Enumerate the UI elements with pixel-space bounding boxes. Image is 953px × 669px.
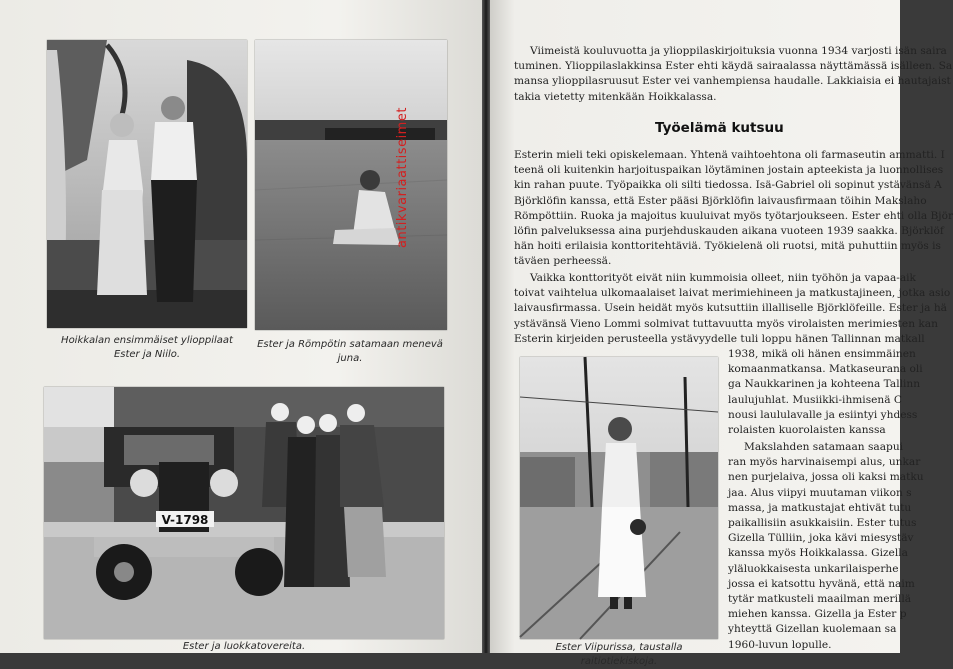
photo-ester-viipuri bbox=[520, 357, 718, 639]
para2-cont-line-6: rolaisten kuorolaisten kanssa bbox=[728, 424, 886, 437]
right-page bbox=[490, 0, 953, 667]
paragraph-3 bbox=[728, 440, 924, 653]
photo-ester-and-niilo-image bbox=[47, 40, 247, 328]
photo-ester-rompotti-image bbox=[255, 40, 447, 330]
para2-line-5: Esterin kirjeiden perusteella ystävyydelle tuli loppu hänen Tallinnan matkall bbox=[514, 332, 925, 345]
intro-paragraph bbox=[514, 44, 953, 105]
intro-line-1: Viimeistä kouluvuotta ja ylioppilaskirjoituksia vuonna 1934 varjosti isän saira bbox=[530, 45, 947, 57]
paragraph-1 bbox=[514, 148, 953, 270]
intro-line-2: tuminen. Ylioppilaslakkinsa Ester ehti käydä sairaalassa näyttämässä isälleen. Sa bbox=[514, 60, 953, 73]
left-page bbox=[0, 0, 482, 653]
photo-ester-viipuri-image bbox=[520, 357, 718, 639]
para3-line-3: nen purjelaiva, jossa oli kaksi matku bbox=[728, 471, 924, 484]
photo-ester-and-niilo bbox=[47, 40, 247, 328]
paragraph-2-continued bbox=[728, 347, 923, 438]
para3-line-7: Gizella Tülliin, joka kävi miesystäv bbox=[728, 532, 914, 545]
intro-line-4: takia vietetty mitenkään Hoikkalassa. bbox=[514, 90, 717, 103]
para3-line-14: 1960-luvun lopulle. bbox=[728, 638, 832, 651]
para2-cont-line-5: nousi laululavalle ja esiintyi yhdess bbox=[728, 408, 918, 421]
para3-line-1: Makslahden satamaan saapui bbox=[744, 441, 904, 453]
caption-photo1-line2: Ester ja Niilo. bbox=[113, 349, 181, 360]
para2-line-4: ystävänsä Vieno Lommi solmivat tuttavuutta myös virolaisten merimiesten kan bbox=[514, 317, 938, 330]
para2-cont-line-3: ga Naukkarinen ja kohteena Tallinn bbox=[728, 378, 921, 391]
caption-photo3: Ester ja luokkatovereita. bbox=[182, 641, 306, 652]
paragraph-2 bbox=[514, 271, 951, 347]
para3-line-6: paikallisiin asukkaisiin. Ester tutus bbox=[728, 517, 917, 530]
para1-line-2: teenä oli kuitenkin harjoituspaikan löytäminen jostain apteekista ja luonnollises bbox=[514, 164, 944, 177]
intro-line-3: mansa ylioppilasruusut Ester vei vanhempiensa haudalle. Lakkiaisia ei hautajaist bbox=[514, 75, 951, 88]
para1-line-5: Römpöttiin. Ruoka ja majoitus kuuluivat myös työtarjoukseen. Ester ehti olla Björ bbox=[514, 209, 953, 222]
para2-line-1: Vaikka konttorityöt eivät niin kummoisia olleet, niin työhön ja vapaa-aik bbox=[530, 272, 916, 284]
car-license-plate: V-1798 bbox=[161, 513, 209, 527]
para1-line-3: kin rahan puute. Työpaikka oli silti tiedossa. Isä-Gabriel oli sopinut ystävänsä A bbox=[514, 179, 942, 192]
para1-line-7: hän hoiti erilaisia konttoritehtäviä. Työkielenä oli ruotsi, mitä puhuttiin myös is bbox=[514, 240, 941, 253]
para3-line-9: yläluokkaisesta unkarilaisperhe bbox=[728, 562, 899, 575]
watermark: antikvariaattiseimet bbox=[395, 107, 410, 248]
photo-ester-classmates bbox=[44, 387, 444, 639]
para1-line-4: Björklöfin kanssa, että Ester pääsi Björklöfin laivausfirmaan töihin Makslaho bbox=[514, 194, 927, 207]
para3-line-4: jaa. Alus viipyi muutaman viikon s bbox=[728, 486, 912, 499]
book-gutter bbox=[482, 0, 490, 653]
para2-cont-line-4: laulujuhlat. Musiikki-ihmisenä C bbox=[728, 393, 903, 406]
caption-photo4: Ester Viipurissa, taustalla raitiotiekiskoja. bbox=[555, 642, 683, 667]
para2-cont-line-2: komaanmatkansa. Matkaseurana oli bbox=[728, 363, 923, 376]
photo-ester-rompotti bbox=[255, 40, 447, 330]
para3-line-10: jossa ei katsottu hyvänä, että naim bbox=[728, 577, 915, 590]
caption-photo2: Ester ja Römpötin satamaan menevä juna. bbox=[257, 339, 443, 364]
caption-photo1-line1: Hoikkalan ensimmäiset ylioppilaat bbox=[61, 335, 233, 346]
para3-line-2: ran myös harvinaisempi alus, unkar bbox=[728, 456, 921, 469]
para3-line-13: yhteyttä Gizellan kuolemaan sa bbox=[728, 623, 897, 636]
photo-ester-classmates-image bbox=[44, 387, 444, 639]
section-heading: Työelämä kutsuu bbox=[655, 120, 784, 136]
para1-line-6: löfin palveluksessa aina purjehduskauden aikana vuoteen 1939 saakka. Björklöf bbox=[514, 225, 944, 238]
para3-line-12: miehen kanssa. Gizella ja Ester p bbox=[728, 608, 907, 621]
para2-line-2: toivat vaihtelua ulkomaalaiset laivat merimiehineen ja matkustajineen, jotka asio bbox=[514, 287, 951, 300]
para1-line-1: Esterin mieli teki opiskelemaan. Yhtenä vaihtoehtona oli farmaseutin ammatti. I bbox=[514, 149, 945, 161]
para2-line-3: laivausfirmassa. Usein heidät myös kutsuttiin illalliselle Björklöfeille. Ester ja hä bbox=[514, 302, 947, 315]
para2-cont-line-1: 1938, mikä oli hänen ensimmäinen bbox=[728, 348, 916, 360]
para3-line-8: kanssa myös Hoikkalassa. Gizella bbox=[728, 547, 908, 560]
para3-line-5: massa, ja matkustajat ehtivät tutu bbox=[728, 501, 912, 514]
caption-photo1 bbox=[47, 334, 247, 362]
para3-line-11: tytär matkusteli maailman merillä bbox=[728, 593, 912, 606]
para1-line-8: täväen perheessä. bbox=[514, 255, 612, 268]
